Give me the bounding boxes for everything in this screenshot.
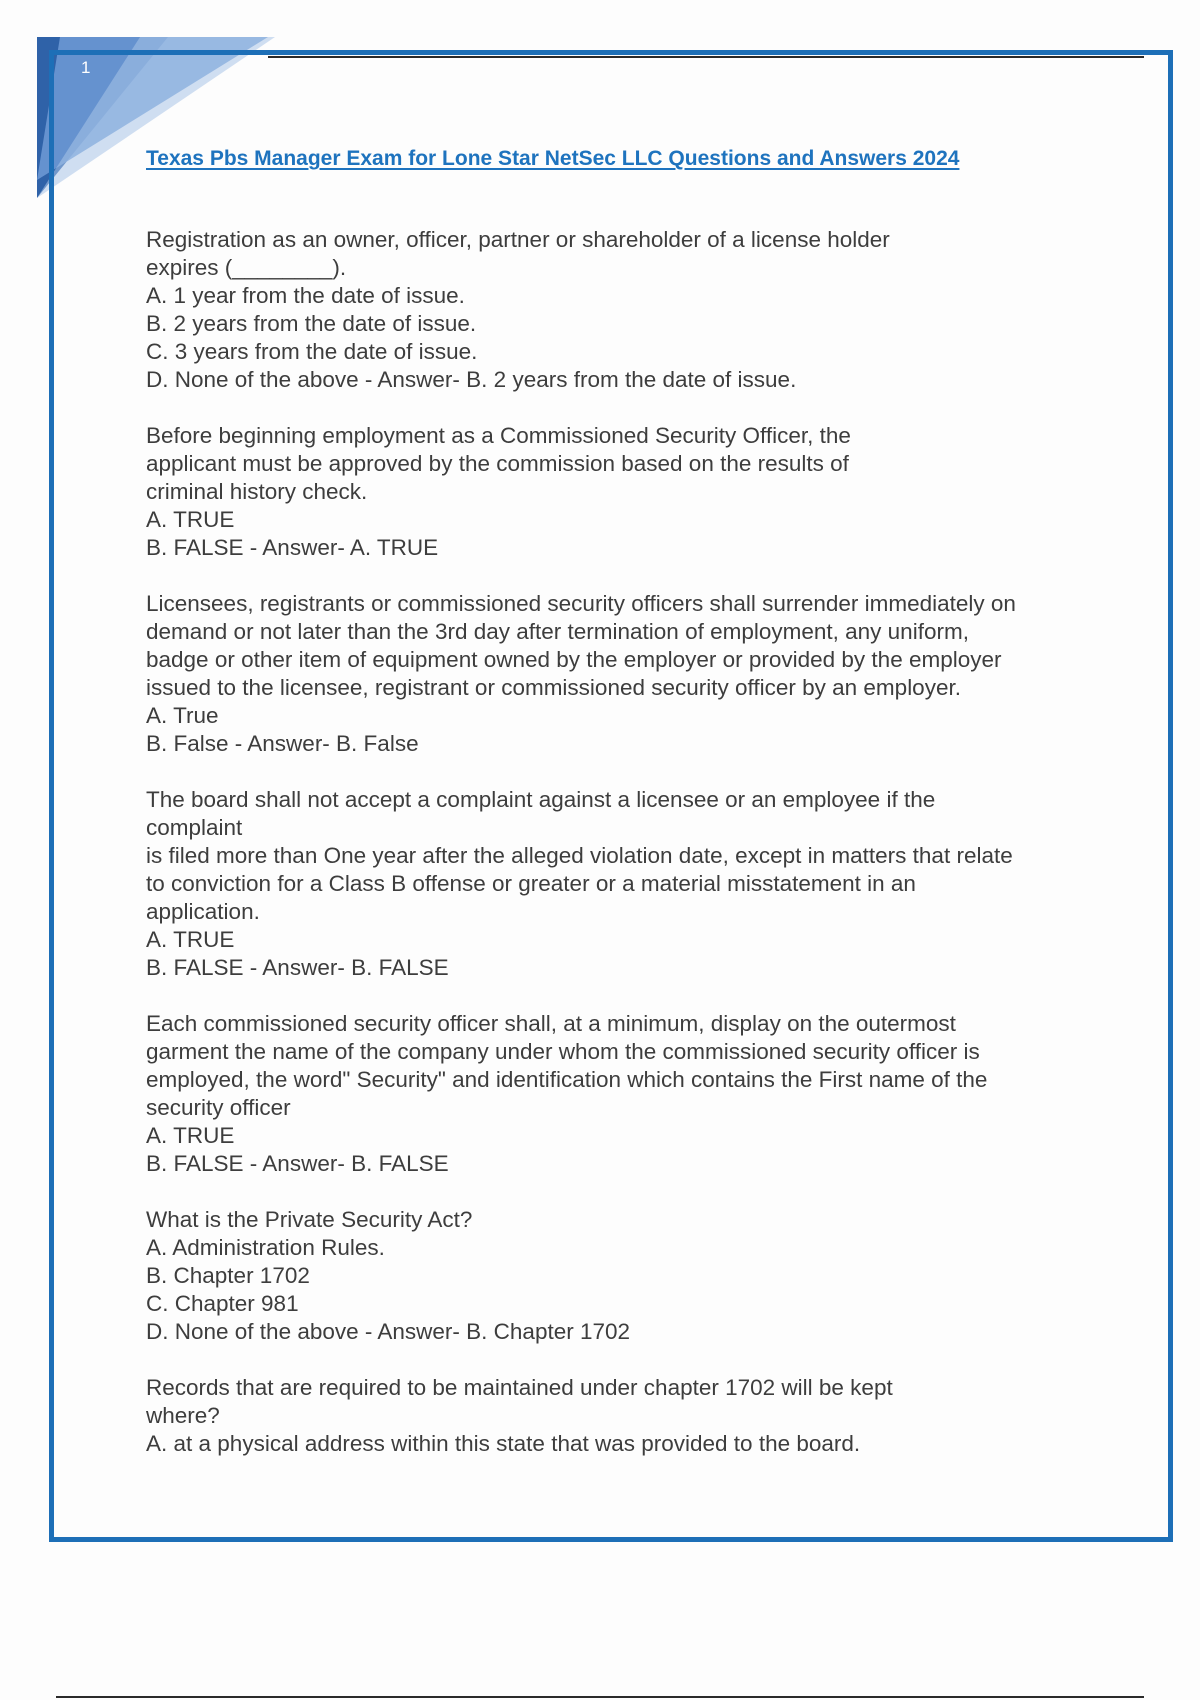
question-line: application. xyxy=(146,899,260,924)
question-line: is filed more than One year after the alleged violation date, except in matters that relate xyxy=(146,843,1013,868)
question-line: expires (________). xyxy=(146,255,347,280)
question-line: B. Chapter 1702 xyxy=(146,1263,310,1288)
question-line: Licensees, registrants or commissioned security officers shall surrender immediately on xyxy=(146,591,1016,616)
question-line: where? xyxy=(146,1403,220,1428)
question-line: B. FALSE - Answer- A. TRUE xyxy=(146,535,439,560)
question-line: issued to the licensee, registrant or commissioned security officer by an employer. xyxy=(146,675,961,700)
question-line: applicant must be approved by the commission based on the results of xyxy=(146,451,849,476)
question-line: A. at a physical address within this state that was provided to the board. xyxy=(146,1431,861,1456)
question-line: badge or other item of equipment owned by the employer or provided by the employer xyxy=(146,647,1002,672)
footer-rule xyxy=(56,1696,1144,1698)
question-line: B. FALSE - Answer- B. FALSE xyxy=(146,955,449,980)
question-line: B. False - Answer- B. False xyxy=(146,731,419,756)
question-list xyxy=(146,226,1086,1486)
question-line: B. 2 years from the date of issue. xyxy=(146,311,477,336)
question-line: A. TRUE xyxy=(146,507,235,532)
question-line: criminal history check. xyxy=(146,479,368,504)
question-block xyxy=(146,422,1086,562)
question-block xyxy=(146,1206,1086,1346)
question-line: C. Chapter 981 xyxy=(146,1291,299,1316)
question-line: D. None of the above - Answer- B. Chapter 1702 xyxy=(146,1319,631,1344)
question-line: to conviction for a Class B offense or greater or a material misstatement in an xyxy=(146,871,916,896)
question-line: demand or not later than the 3rd day after termination of employment, any uniform, xyxy=(146,619,969,644)
question-line: What is the Private Security Act? xyxy=(146,1207,473,1232)
question-line: garment the name of the company under whom the commissioned security officer is xyxy=(146,1039,980,1064)
question-line: A. TRUE xyxy=(146,1123,235,1148)
document-title: Texas Pbs Manager Exam for Lone Star NetSec LLC Questions and Answers 2024 xyxy=(146,147,960,170)
question-line: B. FALSE - Answer- B. FALSE xyxy=(146,1151,449,1176)
question-block xyxy=(146,1374,1086,1458)
question-line: complaint xyxy=(146,815,243,840)
question-line: The board shall not accept a complaint against a licensee or an employee if the xyxy=(146,787,936,812)
question-line: Registration as an owner, officer, partner or shareholder of a license holder xyxy=(146,227,890,252)
question-block xyxy=(146,1010,1086,1178)
question-line: employed, the word" Security" and identification which contains the First name of the xyxy=(146,1067,988,1092)
question-block xyxy=(146,226,1086,394)
question-line: Each commissioned security officer shall, at a minimum, display on the outermost xyxy=(146,1011,956,1036)
question-line: A. Administration Rules. xyxy=(146,1235,385,1260)
question-block xyxy=(146,590,1086,758)
question-line: Records that are required to be maintained under chapter 1702 will be kept xyxy=(146,1375,893,1400)
question-line: security officer xyxy=(146,1095,291,1120)
question-line: A. True xyxy=(146,703,219,728)
question-line: Before beginning employment as a Commissioned Security Officer, the xyxy=(146,423,851,448)
question-line: D. None of the above - Answer- B. 2 years from the date of issue. xyxy=(146,367,797,392)
question-line: A. TRUE xyxy=(146,927,235,952)
page-number: 1 xyxy=(81,58,91,77)
question-block xyxy=(146,786,1086,982)
question-line: A. 1 year from the date of issue. xyxy=(146,283,465,308)
question-line: C. 3 years from the date of issue. xyxy=(146,339,478,364)
